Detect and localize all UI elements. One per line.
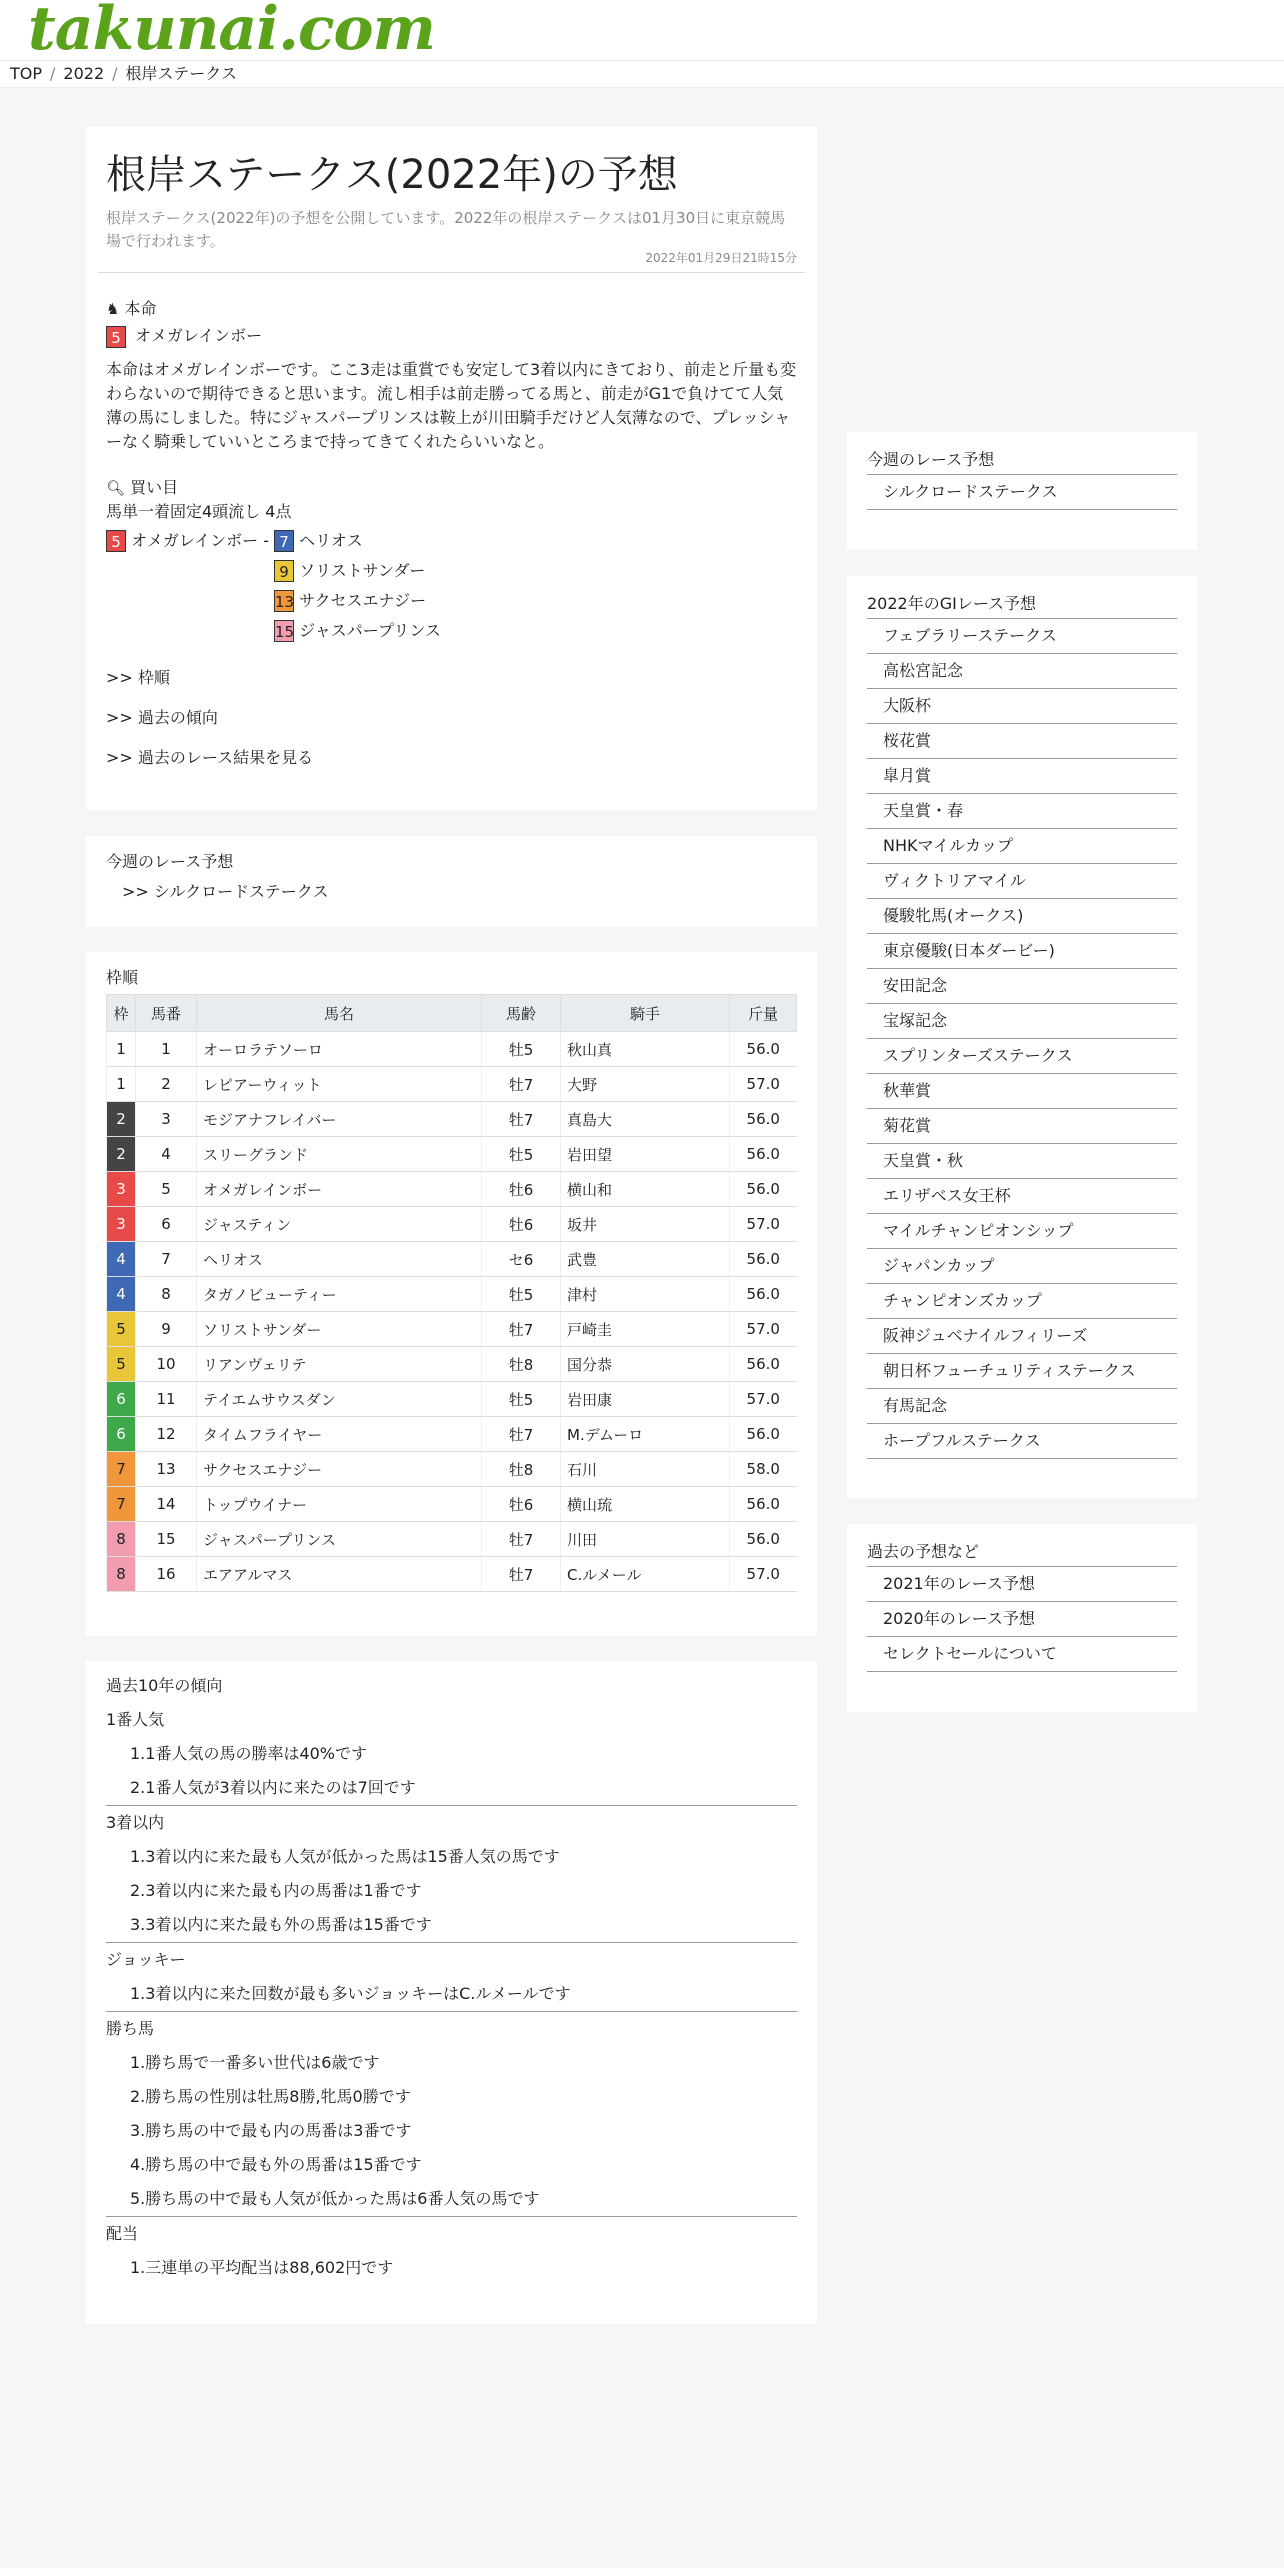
row-name: リアンヴェリテ [197, 1347, 482, 1382]
row-jockey: 横山和 [561, 1172, 730, 1207]
row-weight: 56.0 [730, 1487, 797, 1522]
row-weight: 56.0 [730, 1522, 797, 1557]
row-age: 牡8 [482, 1452, 561, 1487]
kaime-other-waku: 7 [274, 530, 294, 552]
kaime-other-waku: 13 [274, 590, 294, 612]
breadcrumb: TOP / 2022 / 根岸ステークス [0, 61, 1284, 88]
kaime-first-name: オメガレインボー [131, 530, 259, 550]
kaime-other-name: ジャスパープリンス [299, 620, 441, 640]
side-g1-title: 2022年のGⅠレース予想 [867, 594, 1037, 613]
row-name: ソリストサンダー [197, 1312, 482, 1347]
sidebar-link[interactable]: 高松宮記念 [867, 653, 1177, 688]
table-row [107, 1137, 797, 1172]
kaime-separator: - [263, 530, 270, 550]
table-row [107, 1417, 797, 1452]
sidebar-link[interactable]: スプリンターズステークス [867, 1038, 1177, 1073]
row-num: 11 [136, 1382, 197, 1417]
row-num: 3 [136, 1102, 197, 1137]
kaime-first-waku: 5 [106, 530, 126, 552]
side-weekly-title: 今週のレース予想 [867, 450, 995, 469]
trend-item: 2.勝ち馬の性別は牡馬8勝,牝馬0勝です [130, 2087, 411, 2106]
row-jockey: 大野 [561, 1067, 730, 1102]
trend-category: 勝ち馬 [106, 2019, 155, 2038]
search-icon: 🔍︎ [106, 478, 126, 497]
trend-item: 1.3着以内に来た最も人気が低かった馬は15番人気の馬です [130, 1847, 560, 1866]
sidebar-link[interactable]: 秋華賞 [867, 1073, 1177, 1108]
row-age: 牡7 [482, 1067, 561, 1102]
row-waku: 5 [107, 1347, 136, 1382]
row-jockey: M.デムーロ [561, 1417, 730, 1452]
row-num: 12 [136, 1417, 197, 1452]
row-name: オーロラテソーロ [197, 1032, 482, 1067]
sidebar-link[interactable]: NHKマイルカップ [867, 828, 1177, 863]
row-jockey: 津村 [561, 1277, 730, 1312]
table-row [107, 1242, 797, 1277]
side-past-panel [847, 1524, 1197, 1712]
horse-icon: ♞ [106, 300, 120, 318]
row-weight: 56.0 [730, 1137, 797, 1172]
row-waku: 4 [107, 1277, 136, 1312]
col-weight: 斤量 [730, 995, 797, 1032]
col-age: 馬齢 [482, 995, 561, 1032]
sidebar-link[interactable]: マイルチャンピオンシップ [867, 1213, 1177, 1248]
row-waku: 5 [107, 1312, 136, 1347]
row-num: 14 [136, 1487, 197, 1522]
kaime-combination [106, 524, 797, 644]
article-panel [86, 127, 817, 810]
row-age: 牡5 [482, 1277, 561, 1312]
trends-title: 過去10年の傾向 [106, 1676, 223, 1695]
trend-item: 4.勝ち馬の中で最も外の馬番は15番です [130, 2155, 422, 2174]
breadcrumb-top[interactable]: TOP [10, 64, 43, 83]
row-jockey: 武豊 [561, 1242, 730, 1277]
article-date: 2022年01月29日21時15分 [645, 251, 797, 265]
sidebar-link[interactable]: ホープフルステークス [867, 1423, 1177, 1458]
row-weight: 56.0 [730, 1417, 797, 1452]
row-weight: 56.0 [730, 1242, 797, 1277]
row-weight: 56.0 [730, 1277, 797, 1312]
row-age: 牡5 [482, 1382, 561, 1417]
honmei-heading [106, 297, 797, 321]
row-jockey: 横山琉 [561, 1487, 730, 1522]
row-waku: 6 [107, 1417, 136, 1452]
table-row [107, 1102, 797, 1137]
row-num: 10 [136, 1347, 197, 1382]
entries-table [106, 994, 797, 1592]
row-name: タガノビューティー [197, 1277, 482, 1312]
row-jockey: 真島大 [561, 1102, 730, 1137]
sidebar-link[interactable]: チャンピオンズカップ [867, 1283, 1177, 1318]
link-trends[interactable]: >> 過去の傾向 [106, 707, 218, 727]
row-age: 牡5 [482, 1032, 561, 1067]
table-row [107, 1452, 797, 1487]
sidebar-link[interactable]: セレクトセールについて [867, 1636, 1177, 1671]
row-waku: 1 [107, 1032, 136, 1067]
row-num: 13 [136, 1452, 197, 1487]
row-age: 牡7 [482, 1557, 561, 1592]
table-row [107, 1032, 797, 1067]
row-num: 4 [136, 1137, 197, 1172]
row-name: スリーグランド [197, 1137, 482, 1172]
row-age: 牡7 [482, 1417, 561, 1452]
row-name: サクセスエナジー [197, 1452, 482, 1487]
sidebar-link[interactable]: シルクロードステークス [867, 474, 1177, 509]
trend-item: 2.3着以内に来た最も内の馬番は1番です [130, 1881, 422, 1900]
sidebar-link[interactable]: ジャパンカップ [867, 1248, 1177, 1283]
row-jockey: 岩田望 [561, 1137, 730, 1172]
row-jockey: 岩田康 [561, 1382, 730, 1417]
row-weight: 57.0 [730, 1207, 797, 1242]
row-waku: 7 [107, 1487, 136, 1522]
row-num: 16 [136, 1557, 197, 1592]
entries-title: 枠順 [106, 968, 139, 987]
row-waku: 8 [107, 1522, 136, 1557]
sidebar-link[interactable]: ヴィクトリアマイル [867, 863, 1177, 898]
row-weight: 58.0 [730, 1452, 797, 1487]
row-jockey: 戸崎圭 [561, 1312, 730, 1347]
row-num: 5 [136, 1172, 197, 1207]
row-jockey: 石川 [561, 1452, 730, 1487]
side-past-title: 過去の予想など [867, 1542, 980, 1561]
kaime-heading [106, 476, 797, 500]
row-num: 15 [136, 1522, 197, 1557]
trend-item: 1.勝ち馬で一番多い世代は6歳です [130, 2053, 380, 2072]
kaime-label: 買い目 [130, 477, 179, 497]
row-waku: 8 [107, 1557, 136, 1592]
page-title: 根岸ステークス(2022年)の予想 [106, 152, 678, 198]
trend-item: 1.1番人気の馬の勝率は40%です [130, 1744, 368, 1763]
link-waku[interactable]: >> 枠順 [106, 667, 170, 687]
row-name: テイエムサウスダン [197, 1382, 482, 1417]
row-waku: 7 [107, 1452, 136, 1487]
weekly-title: 今週のレース予想 [106, 852, 234, 871]
side-g1-panel [847, 576, 1197, 1498]
trend-item: 3.3着以内に来た最も外の馬番は15番です [130, 1915, 432, 1934]
row-weight: 57.0 [730, 1557, 797, 1592]
col-waku: 枠 [107, 995, 136, 1032]
sidebar-link[interactable]: 桜花賞 [867, 723, 1177, 758]
kaime-other-name: ヘリオス [299, 530, 363, 550]
row-name: ヘリオス [197, 1242, 482, 1277]
row-num: 8 [136, 1277, 197, 1312]
site-header [0, 0, 1284, 64]
row-name: オメガレインボー [197, 1172, 482, 1207]
kaime-type: 馬単一着固定4頭流し 4点 [106, 501, 292, 521]
row-age: 牡7 [482, 1102, 561, 1137]
row-name: ジャスティン [197, 1207, 482, 1242]
kaime-other-name: ソリストサンダー [299, 560, 426, 580]
trend-category: 3着以内 [106, 1813, 165, 1832]
table-row [107, 1557, 797, 1592]
row-num: 6 [136, 1207, 197, 1242]
sidebar-link[interactable]: 東京優駿(日本ダービー) [867, 933, 1177, 968]
row-jockey: 川田 [561, 1522, 730, 1557]
table-row [107, 1277, 797, 1312]
row-num: 1 [136, 1032, 197, 1067]
row-weight: 56.0 [730, 1102, 797, 1137]
row-waku: 4 [107, 1242, 136, 1277]
row-name: トップウイナー [197, 1487, 482, 1522]
col-name: 馬名 [197, 995, 482, 1032]
row-age: 牡6 [482, 1207, 561, 1242]
sidebar-link[interactable]: 優駿牝馬(オークス) [867, 898, 1177, 933]
link-past-results[interactable]: >> 過去のレース結果を見る [106, 747, 314, 767]
sidebar-link[interactable]: 天皇賞・春 [867, 793, 1177, 828]
row-num: 7 [136, 1242, 197, 1277]
sidebar-link[interactable]: フェブラリーステークス [867, 618, 1177, 653]
row-name: ジャスパープリンス [197, 1522, 482, 1557]
row-age: 牡7 [482, 1312, 561, 1347]
sidebar-link[interactable]: 阪神ジュベナイルフィリーズ [867, 1318, 1177, 1353]
table-row [107, 1207, 797, 1242]
trends-panel [86, 1661, 817, 2324]
row-jockey: 坂井 [561, 1207, 730, 1242]
row-name: タイムフライヤー [197, 1417, 482, 1452]
sidebar-link[interactable]: 安田記念 [867, 968, 1177, 1003]
weekly-link[interactable]: >> シルクロードステークス [122, 882, 329, 901]
table-row [107, 1312, 797, 1347]
table-row [107, 1172, 797, 1207]
row-name: レピアーウィット [197, 1067, 482, 1102]
sidebar-link[interactable]: 菊花賞 [867, 1108, 1177, 1143]
table-row [107, 1067, 797, 1102]
row-waku: 2 [107, 1137, 136, 1172]
row-waku: 3 [107, 1172, 136, 1207]
trend-item: 2.1番人気が3着以内に来たのは7回です [130, 1778, 416, 1797]
row-weight: 57.0 [730, 1382, 797, 1417]
row-weight: 56.0 [730, 1172, 797, 1207]
row-waku: 2 [107, 1102, 136, 1137]
row-name: エアアルマス [197, 1557, 482, 1592]
honmei-text: 本命はオメガレインボーです。ここ3走は重賞でも安定して3着以内にきており、前走と斤量も変わらないので期待できると思います。流し相手は前走勝ってる馬と、前走がG1で負けてて人気薄の馬にしました。特にジャスパープリンスは鞍上が川田騎手だけど人気薄なので、プレッシャーなく騎乗していいところまで持ってきてくれたらいいなと。 [106, 359, 797, 451]
trend-category: 配当 [106, 2224, 139, 2243]
sidebar-link[interactable]: 2021年のレース予想 [867, 1566, 1177, 1601]
col-num: 馬番 [136, 995, 197, 1032]
kaime-other-name: サクセスエナジー [299, 590, 427, 610]
trend-item: 5.勝ち馬の中で最も人気が低かった馬は6番人気の馬です [130, 2189, 540, 2208]
row-weight: 57.0 [730, 1067, 797, 1102]
trend-category: 1番人気 [106, 1710, 165, 1729]
row-age: 牡6 [482, 1487, 561, 1522]
site-logo[interactable]: takunai.com [28, 0, 436, 64]
row-name: モジアナフレイバー [197, 1102, 482, 1137]
row-age: 牡6 [482, 1172, 561, 1207]
kaime-other-waku: 15 [274, 620, 294, 642]
trend-item: 1.三連単の平均配当は88,602円です [130, 2258, 394, 2277]
row-jockey: 国分恭 [561, 1347, 730, 1382]
row-age: 牡8 [482, 1347, 561, 1382]
honmei-label: 本命 [124, 299, 157, 318]
row-num: 9 [136, 1312, 197, 1347]
sidebar-link[interactable]: 宝塚記念 [867, 1003, 1177, 1038]
row-jockey: 秋山真 [561, 1032, 730, 1067]
row-jockey: C.ルメール [561, 1557, 730, 1592]
row-waku: 3 [107, 1207, 136, 1242]
table-row [107, 1487, 797, 1522]
honmei-horse [106, 323, 797, 348]
row-age: 牡7 [482, 1522, 561, 1557]
col-jockey: 騎手 [561, 995, 730, 1032]
side-weekly-panel [847, 432, 1197, 550]
row-weight: 56.0 [730, 1347, 797, 1382]
row-age: 牡5 [482, 1137, 561, 1172]
trend-item: 3.勝ち馬の中で最も内の馬番は3番です [130, 2121, 412, 2140]
trend-item: 1.3着以内に来た回数が最も多いジョッキーはC.ルメールです [130, 1984, 571, 2003]
row-waku: 6 [107, 1382, 136, 1417]
row-waku: 1 [107, 1067, 136, 1102]
row-age: セ6 [482, 1242, 561, 1277]
table-row [107, 1347, 797, 1382]
breadcrumb-current: 根岸ステークス [125, 64, 238, 83]
sidebar-link[interactable]: 2020年のレース予想 [867, 1601, 1177, 1636]
table-row [107, 1382, 797, 1417]
sidebar-link[interactable]: 大阪杯 [867, 688, 1177, 723]
sidebar-link[interactable]: エリザベス女王杯 [867, 1178, 1177, 1213]
row-num: 2 [136, 1067, 197, 1102]
entries-panel [86, 952, 817, 1636]
sidebar-link[interactable]: 天皇賞・秋 [867, 1143, 1177, 1178]
breadcrumb-year[interactable]: 2022 [63, 64, 105, 83]
honmei-name: オメガレインボー [135, 326, 263, 345]
trend-category: ジョッキー [106, 1950, 186, 1969]
row-weight: 56.0 [730, 1032, 797, 1067]
sidebar-link[interactable]: 朝日杯フューチュリティステークス [867, 1353, 1177, 1388]
weekly-panel [86, 836, 817, 927]
sidebar-link[interactable]: 皐月賞 [867, 758, 1177, 793]
sidebar-link[interactable]: 有馬記念 [867, 1388, 1177, 1423]
kaime-other-waku: 9 [274, 560, 294, 582]
table-row [107, 1522, 797, 1557]
honmei-waku: 5 [106, 326, 126, 348]
row-weight: 57.0 [730, 1312, 797, 1347]
article-description: 根岸ステークス(2022年)の予想を公開しています。2022年の根岸ステークスは01月30日に東京競馬場で行われます。 [106, 209, 786, 250]
